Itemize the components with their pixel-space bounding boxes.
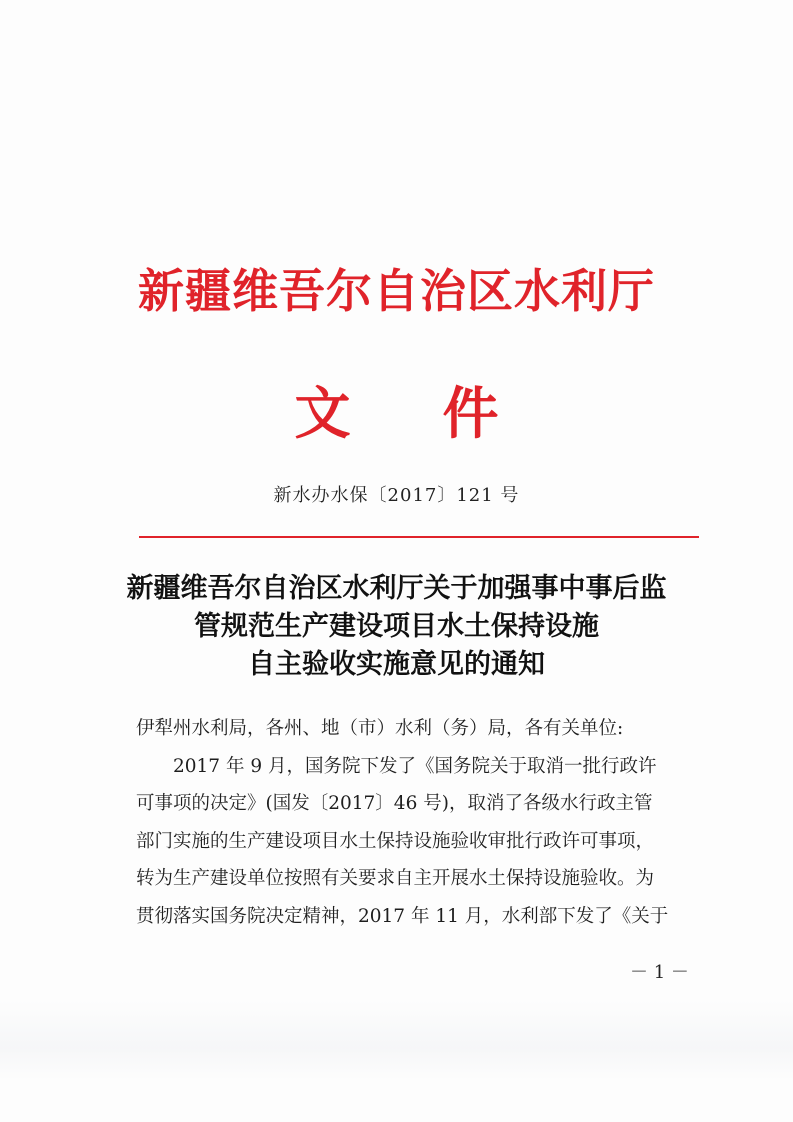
document-type-heading — [0, 381, 793, 447]
body-line-4: 转为生产建设单位按照有关要求自主开展水土保持设施验收。为 — [136, 868, 655, 889]
issuer-name: 新疆维吾尔自治区水利厅 — [138, 264, 655, 318]
title-line-1: 新疆维吾尔自治区水利厅关于加强事中事后监 — [126, 573, 667, 604]
doc-word-right: 件 — [442, 381, 499, 447]
title-line-2: 管规范生产建设项目水土保持设施 — [194, 611, 599, 642]
title-line-3: 自主验收实施意见的通知 — [248, 649, 545, 680]
body-line-5: 贯彻落实国务院决定精神，2017 年 11 月，水利部下发了《关于 — [136, 905, 669, 927]
document-title — [0, 570, 793, 684]
body-line-2: 可事项的决定》(国发〔2017〕46 号)，取消了各级水行政主管 — [136, 793, 653, 814]
addressee-line: 伊犁州水利局，各州、地（市）水利（务）局，各有关单位: — [136, 718, 624, 739]
body-text — [136, 710, 676, 935]
body-line-1: 2017 年 9 月，国务院下发了《国务院关于取消一批行政许 — [173, 755, 657, 777]
document-number: 新水办水保〔2017〕121 号 — [273, 485, 520, 506]
red-separator-line — [139, 536, 699, 538]
doc-word-left: 文 — [294, 381, 351, 447]
page-number: － 1 － — [630, 962, 689, 983]
scan-shadow — [0, 1000, 793, 1080]
body-line-3: 部门实施的生产建设项目水土保持设施验收审批行政许可事项， — [136, 830, 655, 852]
